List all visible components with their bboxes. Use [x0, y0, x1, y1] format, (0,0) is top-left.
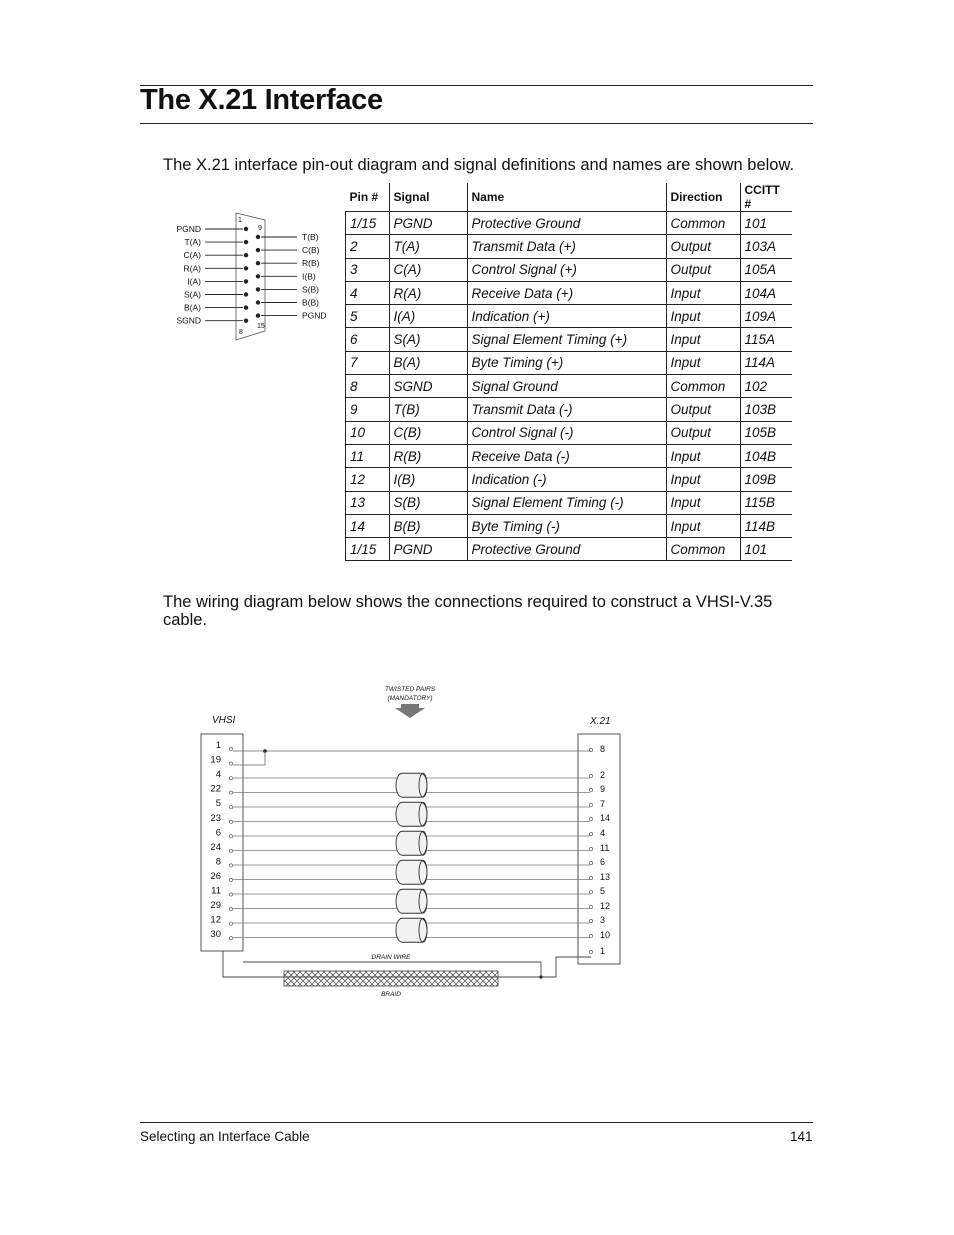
- cell-direction: Output: [666, 235, 740, 258]
- x21-pin-contact: [589, 876, 592, 879]
- vhsi-title: VHSI: [212, 715, 236, 726]
- vhsi-pin-contact: [229, 820, 232, 823]
- jumper-wire: [233, 751, 265, 765]
- down-arrow-icon: [395, 704, 425, 718]
- cell-name: Receive Data (-): [467, 444, 666, 467]
- cell-pin: 13: [346, 491, 390, 514]
- vhsi-pin-contact: [229, 747, 232, 750]
- cell-signal: S(A): [389, 328, 467, 351]
- pin-number-9: 9: [258, 225, 262, 232]
- intro-paragraph: The X.21 interface pin-out diagram and signal definitions and names are shown below.: [163, 156, 795, 174]
- cell-signal: C(B): [389, 421, 467, 444]
- connector-left-label: SGND: [176, 315, 201, 326]
- header-direction: Direction: [666, 183, 740, 212]
- drain-wire-right: [541, 957, 591, 977]
- connector-left-label: T(A): [184, 237, 201, 248]
- cell-signal: C(A): [389, 258, 467, 281]
- cell-ccitt: 102: [740, 375, 792, 398]
- x21-pin-labels: [589, 744, 610, 956]
- x21-pin-contact: [589, 890, 592, 893]
- vhsi-pin-number: 29: [210, 900, 221, 912]
- connector-right-label: I(B): [302, 271, 316, 282]
- cell-pin: 11: [346, 444, 390, 467]
- connector-right-label: PGND: [302, 310, 327, 321]
- cell-name: Protective Ground: [467, 212, 666, 235]
- header-name: Name: [467, 183, 666, 212]
- cell-signal: R(A): [389, 281, 467, 304]
- cell-direction: Input: [666, 328, 740, 351]
- vhsi-pin-contact: [229, 893, 232, 896]
- cell-signal: PGND: [389, 538, 467, 561]
- cell-name: Signal Element Timing (+): [467, 328, 666, 351]
- x21-pin-contact: [589, 905, 592, 908]
- cell-ccitt: 104A: [740, 281, 792, 304]
- x21-pin-contact: [589, 847, 592, 850]
- braid-label: BRAID: [381, 991, 401, 998]
- vhsi-connector-box: [201, 734, 243, 951]
- vhsi-pin-number: 23: [210, 812, 221, 824]
- twisted-pair-shield: [396, 860, 427, 884]
- pin-number-15: 15: [257, 323, 265, 330]
- cell-signal: B(A): [389, 351, 467, 374]
- x21-title: X.21: [590, 716, 611, 727]
- x21-pin-number: 1: [600, 946, 606, 956]
- cell-ccitt: 109B: [740, 468, 792, 491]
- x21-pin-number: 8: [600, 744, 606, 754]
- cell-pin: 6: [346, 328, 390, 351]
- vhsi-pin-contact: [229, 777, 232, 780]
- cell-pin: 4: [346, 281, 390, 304]
- vhsi-pin-labels: [210, 740, 232, 940]
- cell-direction: Input: [666, 514, 740, 537]
- connector-right-label: C(B): [302, 245, 320, 256]
- vhsi-pin-contact: [229, 791, 232, 794]
- cell-pin: 8: [346, 375, 390, 398]
- header-signal: Signal: [389, 183, 467, 212]
- cell-ccitt: 105A: [740, 258, 792, 281]
- x21-pin-number: 11: [600, 843, 610, 853]
- twisted-pair-shield: [396, 831, 427, 855]
- page-number: 141: [790, 1129, 813, 1144]
- connector-right-label: B(B): [302, 297, 319, 308]
- vhsi-pin-number: 26: [210, 870, 221, 882]
- cell-direction: Common: [666, 538, 740, 561]
- vhsi-pin-contact: [229, 907, 232, 910]
- connector-left-label: B(A): [184, 302, 201, 313]
- vhsi-pin-number: 6: [215, 827, 221, 839]
- vhsi-pin-number: 12: [210, 914, 221, 926]
- cell-direction: Input: [666, 468, 740, 491]
- cell-pin: 5: [346, 305, 390, 328]
- cell-name: Byte Timing (+): [467, 351, 666, 374]
- cell-name: Indication (+): [467, 305, 666, 328]
- x21-pin-number: 3: [600, 915, 606, 925]
- cell-name: Transmit Data (+): [467, 235, 666, 258]
- pin-number-1: 1: [238, 217, 242, 224]
- vhsi-pin-contact: [229, 864, 232, 867]
- vhsi-pin-contact: [229, 835, 232, 838]
- cell-ccitt: 114A: [740, 351, 792, 374]
- vhsi-pin-contact: [229, 922, 232, 925]
- drain-junction-dot: [539, 975, 542, 978]
- vhsi-pin-number: 19: [210, 754, 221, 766]
- cell-pin: 3: [346, 258, 390, 281]
- page-title: The X.21 Interface: [140, 84, 383, 116]
- cell-ccitt: 101: [740, 212, 792, 235]
- cell-name: Receive Data (+): [467, 281, 666, 304]
- cell-name: Signal Ground: [467, 375, 666, 398]
- vhsi-pin-number: 5: [215, 798, 221, 810]
- vhsi-pin-number: 22: [210, 783, 221, 795]
- cell-signal: S(B): [389, 491, 467, 514]
- cell-name: Control Signal (-): [467, 421, 666, 444]
- cell-direction: Input: [666, 491, 740, 514]
- braid-shield: [284, 971, 498, 986]
- x21-pin-number: 10: [600, 930, 611, 940]
- vhsi-pin-contact: [229, 806, 232, 809]
- cell-signal: I(B): [389, 468, 467, 491]
- x21-pin-contact: [589, 861, 592, 864]
- x21-pin-contact: [589, 832, 592, 835]
- cell-direction: Common: [666, 375, 740, 398]
- cell-signal: B(B): [389, 514, 467, 537]
- x21-pin-number: 14: [600, 813, 611, 823]
- vhsi-pin-contact: [229, 878, 232, 881]
- wiring-intro-paragraph: The wiring diagram below shows the connections required to construct a VHSI-V.35 cable.: [163, 593, 773, 629]
- footer-rule: [140, 1122, 813, 1123]
- pin-number-8: 8: [239, 329, 243, 336]
- connector-left-label: C(A): [183, 250, 201, 261]
- x21-pin-number: 9: [600, 784, 606, 794]
- cell-name: Protective Ground: [467, 538, 666, 561]
- x21-pin-number: 5: [600, 886, 606, 896]
- cell-pin: 1/15: [346, 538, 390, 561]
- cell-name: Byte Timing (-): [467, 514, 666, 537]
- connector-left-label: S(A): [184, 289, 201, 300]
- x21-pin-contact: [589, 950, 592, 953]
- cell-direction: Input: [666, 305, 740, 328]
- cell-ccitt: 103A: [740, 235, 792, 258]
- vhsi-pin-number: 8: [215, 856, 221, 868]
- connector-right-label: S(B): [302, 284, 319, 295]
- cell-direction: Input: [666, 281, 740, 304]
- connector-left-label: I(A): [187, 276, 201, 287]
- drain-wire-label: DRAIN WIRE: [371, 954, 411, 961]
- vhsi-pin-number: 1: [215, 740, 221, 751]
- x21-pin-contact: [589, 919, 592, 922]
- twisted-pair-shield: [396, 802, 427, 826]
- x21-pin-number: 7: [600, 799, 606, 809]
- vhsi-pin-number: 11: [211, 885, 221, 897]
- cell-pin: 14: [346, 514, 390, 537]
- cell-pin: 2: [346, 235, 390, 258]
- cell-name: Control Signal (+): [467, 258, 666, 281]
- twisted-pair-shield: [396, 773, 427, 797]
- twisted-pair-wires: [233, 773, 590, 942]
- cell-ccitt: 115A: [740, 328, 792, 351]
- cell-direction: Output: [666, 421, 740, 444]
- cell-ccitt: 109A: [740, 305, 792, 328]
- cell-signal: I(A): [389, 305, 467, 328]
- cell-pin: 1/15: [346, 212, 390, 235]
- cell-direction: Input: [666, 351, 740, 374]
- cell-pin: 9: [346, 398, 390, 421]
- x21-pin-contact: [589, 803, 592, 806]
- cell-signal: SGND: [389, 375, 467, 398]
- x21-pin-contact: [589, 934, 592, 937]
- x21-pin-contact: [589, 774, 592, 777]
- cell-ccitt: 114B: [740, 514, 792, 537]
- cell-pin: 10: [346, 421, 390, 444]
- twisted-pair-shield: [396, 918, 427, 942]
- x21-pin-number: 12: [600, 901, 611, 911]
- cell-direction: Output: [666, 398, 740, 421]
- vhsi-pin-number: 24: [210, 841, 221, 853]
- connector-left-label: R(A): [183, 263, 201, 274]
- cell-ccitt: 101: [740, 538, 792, 561]
- cell-ccitt: 115B: [740, 491, 792, 514]
- cell-ccitt: 104B: [740, 444, 792, 467]
- x21-connector-box: [578, 734, 620, 964]
- mandatory-label: (MANDATORY): [387, 695, 433, 702]
- cell-name: Signal Element Timing (-): [467, 491, 666, 514]
- vhsi-pin-contact: [229, 849, 232, 852]
- cell-direction: Common: [666, 212, 740, 235]
- connector-left-label: PGND: [176, 224, 201, 234]
- header-ccitt: CCITT #: [740, 183, 792, 212]
- x21-pin-number: 6: [600, 857, 606, 867]
- vhsi-pin-number: 4: [215, 769, 221, 781]
- footer-section-title: Selecting an Interface Cable: [140, 1129, 310, 1144]
- cell-signal: PGND: [389, 212, 467, 235]
- vhsi-pin-number: 30: [210, 929, 221, 941]
- cell-signal: T(A): [389, 235, 467, 258]
- cell-ccitt: 103B: [740, 398, 792, 421]
- twisted-pairs-label: TWISTED PAIRS: [384, 686, 436, 693]
- cell-signal: T(B): [389, 398, 467, 421]
- x21-pin-number: 13: [600, 872, 611, 882]
- cell-direction: Input: [666, 444, 740, 467]
- x21-pin-number: 4: [600, 828, 606, 838]
- twisted-pair-shield: [396, 889, 427, 913]
- cell-signal: R(B): [389, 444, 467, 467]
- vhsi-pin-contact: [229, 937, 232, 940]
- header-pin: Pin #: [349, 190, 379, 204]
- cell-name: Indication (-): [467, 468, 666, 491]
- cell-pin: 7: [346, 351, 390, 374]
- vhsi-pin-contact: [229, 762, 232, 765]
- cell-ccitt: 105B: [740, 421, 792, 444]
- connector-right-label: R(B): [302, 258, 320, 269]
- x21-pin-contact: [589, 817, 592, 820]
- cell-name: Transmit Data (-): [467, 398, 666, 421]
- x21-pin-contact: [589, 788, 592, 791]
- x21-pin-number: 2: [600, 770, 606, 780]
- connector-right-label: T(B): [302, 232, 319, 242]
- cell-direction: Output: [666, 258, 740, 281]
- cell-pin: 12: [346, 468, 390, 491]
